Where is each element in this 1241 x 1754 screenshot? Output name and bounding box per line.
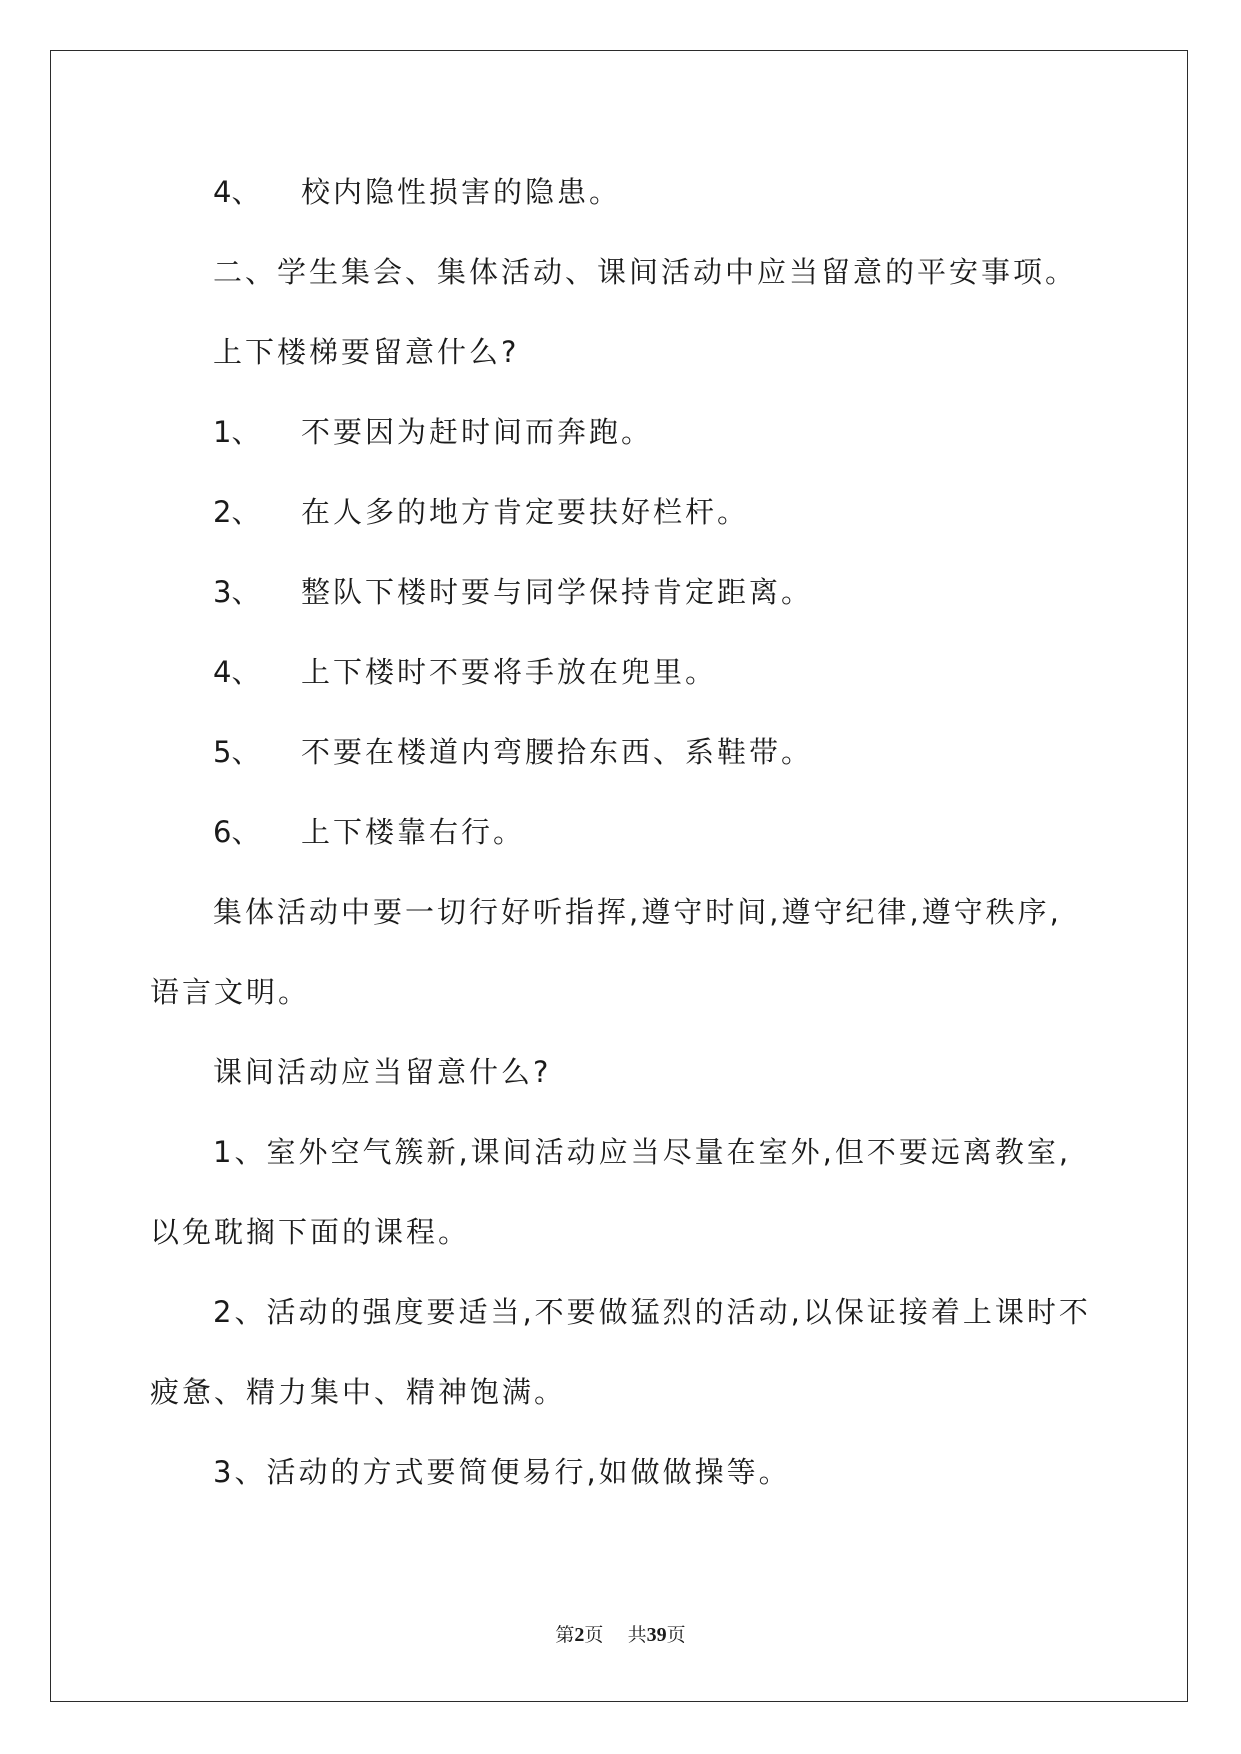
list-text: 上下楼时不要将手放在兜里。 [301, 655, 718, 689]
list-number: 1、 [213, 415, 261, 449]
paragraph: 1、室外空气簇新,课间活动应当尽量在室外,但不要远离教室, [213, 1135, 1072, 1169]
list-item [213, 574, 813, 610]
page-suffix: 页 [584, 1624, 604, 1646]
list-number: 3、 [213, 575, 261, 609]
paragraph: 3、活动的方式要简便易行,如做做操等。 [213, 1455, 791, 1489]
list-text: 上下楼靠右行。 [301, 815, 526, 849]
page-footer [0, 1620, 1241, 1647]
list-item [213, 654, 717, 690]
page-prefix: 第 [555, 1624, 575, 1646]
list-item [213, 174, 621, 210]
list-text: 不要在楼道内弯腰拾东西、系鞋带。 [301, 735, 814, 769]
paragraph: 2、活动的强度要适当,不要做猛烈的活动,以保证接着上课时不 [213, 1295, 1091, 1329]
list-number: 5、 [213, 735, 261, 769]
list-item [213, 494, 749, 530]
list-text: 在人多的地方肯定要扶好栏杆。 [301, 495, 750, 529]
list-item [213, 734, 813, 770]
total-pages: 39 [646, 1624, 667, 1646]
list-item [213, 414, 653, 450]
paragraph: 课间活动应当留意什么? [213, 1055, 552, 1089]
paragraph: 集体活动中要一切行好听指挥,遵守时间,遵守纪律,遵守秩序, [213, 895, 1062, 929]
paragraph-continuation: 疲惫、精力集中、精神饱满。 [150, 1375, 567, 1409]
paragraph-continuation: 语言文明。 [150, 975, 311, 1009]
total-prefix: 共 [627, 1624, 647, 1646]
paragraph: 上下楼梯要留意什么? [213, 335, 520, 369]
list-number: 6、 [213, 815, 261, 849]
list-number: 4、 [213, 175, 261, 209]
total-suffix: 页 [666, 1624, 686, 1646]
list-text: 不要因为赶时间而奔跑。 [301, 415, 654, 449]
list-number: 4、 [213, 655, 261, 689]
section-heading: 二、学生集会、集体活动、课间活动中应当留意的平安事项。 [213, 255, 1078, 289]
list-text: 整队下楼时要与同学保持肯定距离。 [301, 575, 814, 609]
paragraph-continuation: 以免耽搁下面的课程。 [150, 1215, 471, 1249]
list-item [213, 814, 525, 850]
page-number: 2 [574, 1624, 585, 1646]
list-text: 校内隐性损害的隐患。 [301, 175, 622, 209]
list-number: 2、 [213, 495, 261, 529]
